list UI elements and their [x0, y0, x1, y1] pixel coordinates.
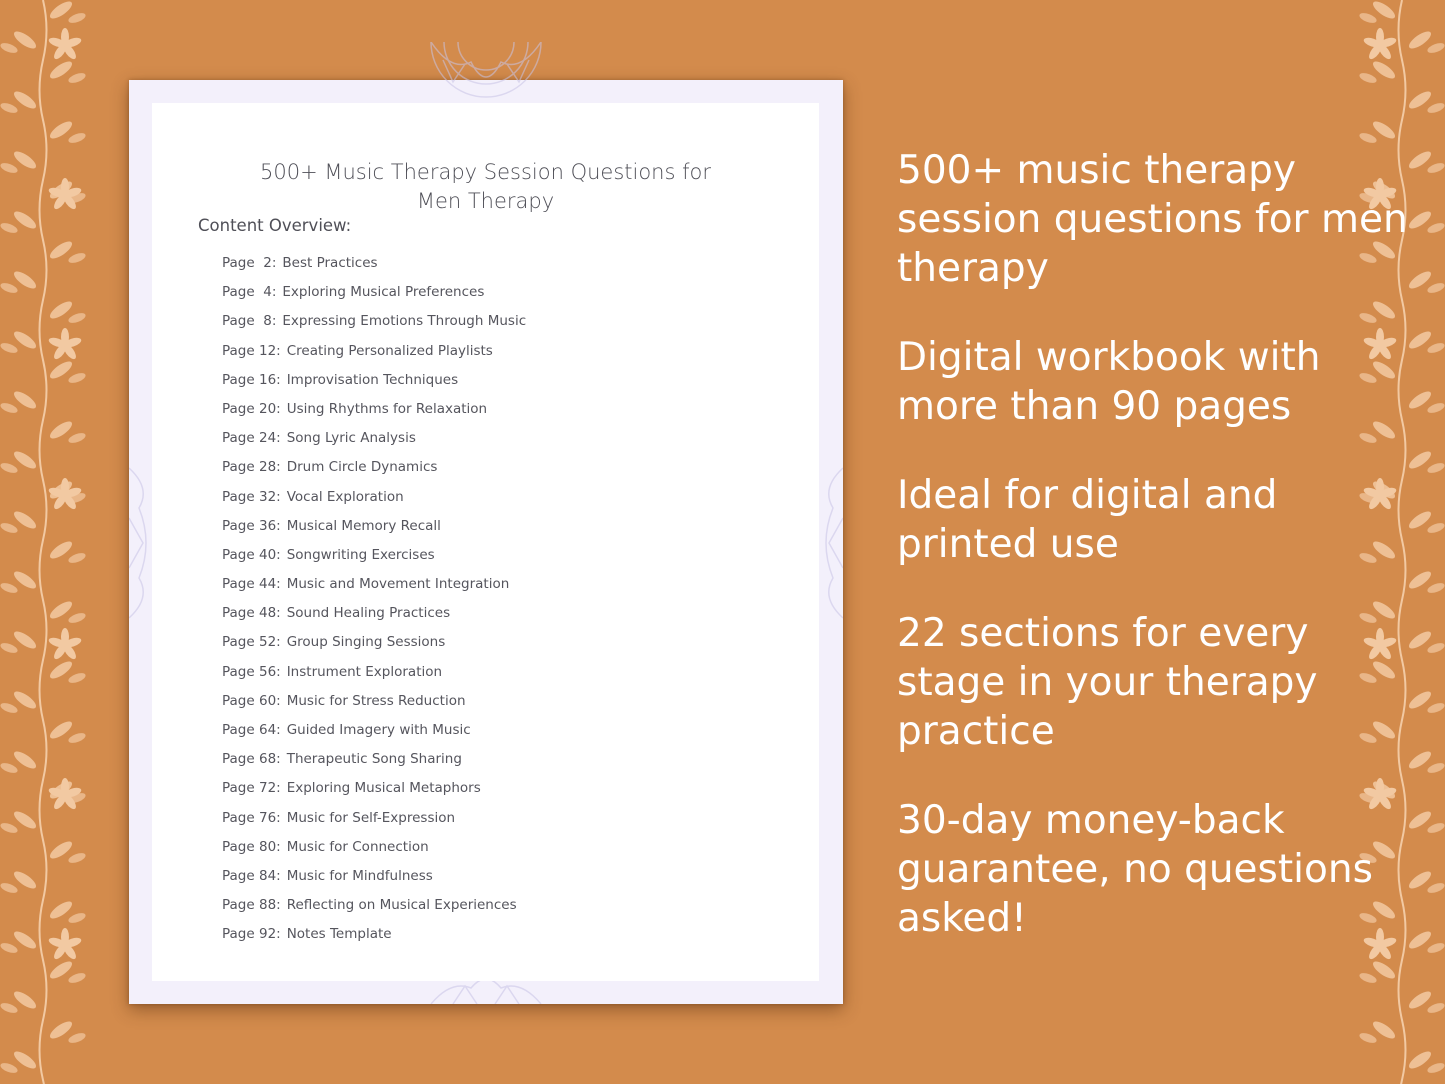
toc-item: [222, 313, 526, 342]
feature-list: [897, 146, 1427, 983]
document-title: [152, 158, 819, 216]
toc-section-title: Vocal Exploration: [286, 488, 404, 505]
toc-section-title: Best Practices: [282, 255, 378, 271]
toc-item: [222, 284, 526, 313]
toc-section-title: Exploring Musical Metaphors: [286, 780, 481, 797]
toc-page-number: Page 92:: [222, 926, 281, 943]
toc-page-number: Page 48:: [222, 605, 281, 622]
toc-item: [222, 401, 526, 430]
table-of-contents: [222, 255, 526, 956]
toc-item: [222, 430, 526, 459]
toc-item: [222, 780, 526, 809]
content-overview-heading: Content Overview:: [198, 216, 352, 235]
mandala-top-icon: [381, 42, 591, 104]
toc-page-number: Page 24:: [222, 430, 281, 447]
toc-page-number: Page 28:: [222, 459, 281, 476]
toc-item: [222, 576, 526, 605]
toc-item: [222, 372, 526, 401]
toc-section-title: Song Lyric Analysis: [286, 430, 416, 447]
feature-item-questions: 500+ music therapy session questions for men therapy: [897, 148, 1408, 291]
toc-page-number: Page 44:: [222, 576, 281, 593]
toc-section-title: Guided Imagery with Music: [286, 722, 471, 738]
toc-page-number: Page 16:: [222, 371, 281, 388]
toc-item: [222, 868, 526, 897]
feature-item-usage: Ideal for digital and printed use: [897, 473, 1278, 567]
toc-page-number: Page 56:: [222, 663, 281, 680]
toc-item: [222, 926, 526, 955]
mandala-left-icon: [129, 458, 153, 628]
toc-item: [222, 255, 526, 284]
toc-item: [222, 518, 526, 547]
toc-section-title: Music for Connection: [286, 838, 429, 855]
document-page: [152, 103, 819, 981]
toc-section-title: Using Rhythms for Relaxation: [286, 400, 488, 417]
toc-section-title: Drum Circle Dynamics: [286, 459, 438, 476]
toc-page-number: Page 80:: [222, 838, 281, 855]
toc-page-number: Page 2:: [222, 255, 277, 271]
mandala-right-icon: [819, 458, 843, 628]
toc-section-title: Music and Movement Integration: [286, 576, 510, 593]
toc-page-number: Page 4:: [222, 284, 277, 301]
toc-page-number: Page 52:: [222, 634, 281, 651]
toc-section-title: Exploring Musical Preferences: [282, 284, 485, 301]
toc-item: [222, 489, 526, 518]
toc-section-title: Sound Healing Practices: [286, 605, 451, 622]
toc-page-number: Page 68:: [222, 751, 281, 768]
toc-item: [222, 897, 526, 926]
toc-item: [222, 722, 526, 751]
toc-item: [222, 751, 526, 780]
toc-section-title: Therapeutic Song Sharing: [286, 751, 462, 768]
toc-item: [222, 459, 526, 488]
toc-item: [222, 343, 526, 372]
document-title-line2: Men Therapy: [416, 189, 555, 213]
feature-item-guarantee: 30-day money-back guarantee, no questions asked!: [897, 798, 1373, 941]
toc-page-number: Page 12:: [222, 342, 281, 359]
toc-section-title: Music for Mindfulness: [286, 867, 433, 884]
mandala-bottom-icon: [381, 980, 591, 1004]
toc-section-title: Instrument Exploration: [286, 663, 443, 680]
toc-section-title: Notes Template: [286, 926, 392, 943]
toc-section-title: Reflecting on Musical Experiences: [286, 897, 517, 914]
feature-item-workbook: Digital workbook with more than 90 pages: [897, 335, 1321, 429]
toc-page-number: Page 88:: [222, 897, 281, 914]
toc-page-number: Page 40:: [222, 546, 281, 563]
toc-page-number: Page 20:: [222, 400, 281, 417]
toc-item: [222, 547, 526, 576]
toc-item: [222, 810, 526, 839]
toc-item: [222, 605, 526, 634]
toc-page-number: Page 64:: [222, 722, 281, 738]
toc-section-title: Improvisation Techniques: [286, 371, 459, 388]
toc-section-title: Music for Stress Reduction: [286, 692, 466, 709]
toc-section-title: Songwriting Exercises: [286, 546, 435, 563]
toc-page-number: Page 32:: [222, 488, 281, 505]
toc-section-title: Creating Personalized Playlists: [286, 342, 493, 359]
toc-section-title: Group Singing Sessions: [286, 634, 446, 651]
document-preview: [129, 80, 843, 1004]
toc-section-title: Music for Self-Expression: [286, 809, 456, 826]
toc-item: [222, 693, 526, 722]
document-title-line1: 500+ Music Therapy Session Questions for: [260, 160, 711, 184]
toc-page-number: Page 36:: [222, 517, 281, 534]
toc-item: [222, 664, 526, 693]
floral-vine-left: [0, 0, 98, 1084]
toc-page-number: Page 76:: [222, 809, 281, 826]
toc-page-number: Page 8:: [222, 313, 277, 330]
toc-page-number: Page 60:: [222, 692, 281, 709]
feature-item-sections: 22 sections for every stage in your therapy practice: [897, 611, 1318, 754]
toc-item: [222, 634, 526, 663]
toc-page-number: Page 84:: [222, 867, 281, 884]
toc-item: [222, 839, 526, 868]
toc-page-number: Page 72:: [222, 780, 281, 797]
toc-section-title: Expressing Emotions Through Music: [282, 313, 527, 330]
toc-section-title: Musical Memory Recall: [286, 517, 441, 534]
